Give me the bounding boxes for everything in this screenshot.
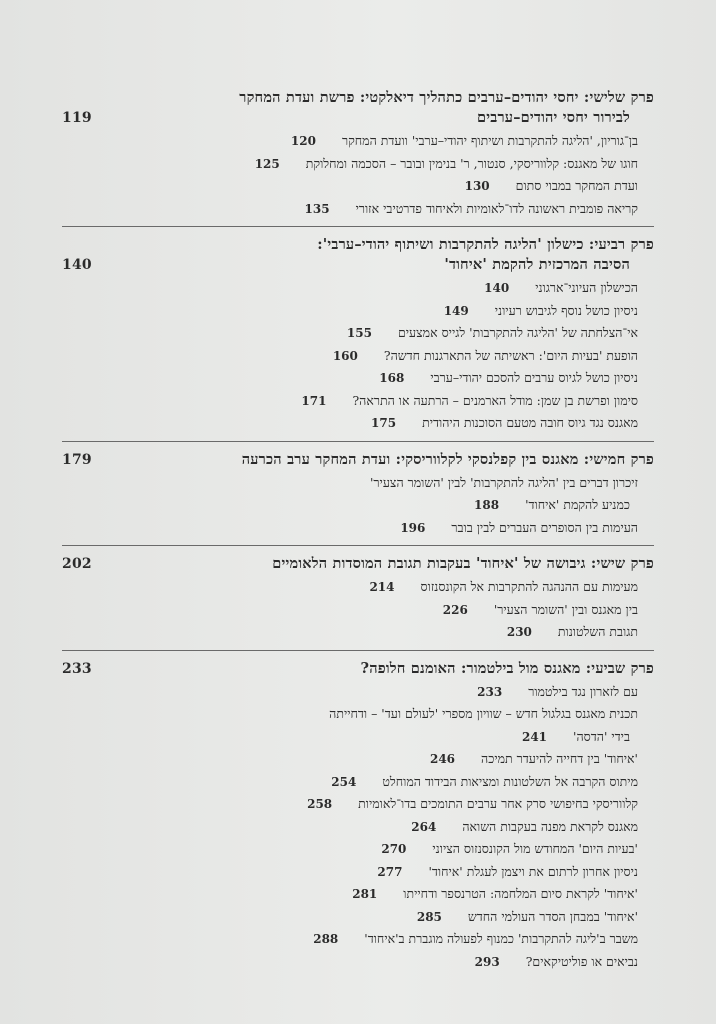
section-page-number: 188 — [474, 498, 500, 512]
chapter-title-line: פרק חמישי: מאגנס בין קפלנסקי לקלווריסקי: ועדת המחקר ערב הכרעה — [241, 450, 654, 468]
section-entry — [62, 928, 638, 951]
section-title: מאגנס נגד גיוס חובה מטעם הסוכנות היהודית — [422, 415, 638, 430]
section-page-number: 140 — [484, 281, 510, 295]
chapter-title — [62, 88, 654, 128]
chapter-1 — [62, 88, 654, 220]
section-entry — [62, 322, 638, 345]
section-title: תגובת השלטונות — [557, 624, 638, 639]
section-title: כמניע להקמת 'איחוד' — [525, 497, 630, 512]
section-page-number: 258 — [307, 797, 333, 811]
section-title: מעימות עם ההנהגה להתקרבות אל הקונסנזוס — [420, 579, 638, 594]
section-entry — [62, 153, 638, 176]
section-page-number: 226 — [442, 602, 468, 617]
section-list — [62, 472, 654, 540]
section-entry — [62, 861, 638, 884]
section-entry — [62, 390, 638, 413]
section-title: קריאה פומבית ראשונה לדו־לאומיות ולאיחוד פדרטיבי אזורי — [355, 200, 638, 216]
section-page-number: 281 — [352, 887, 378, 901]
section-title: בידי 'הדסה' — [573, 728, 630, 744]
table-of-contents — [62, 88, 654, 979]
section-list — [62, 576, 654, 644]
section-title: סימון ופרשת בן שמן: מודל הארמנים – הרתעה או התראה? — [352, 392, 638, 408]
section-page-number: 160 — [332, 348, 358, 363]
chapter-page-number: 179 — [62, 451, 92, 468]
section-title: ניסיון כושל נוסף לגיבוש רעיוני — [494, 302, 638, 318]
section-title: הכישלון העיוני־ארגוני — [535, 280, 638, 295]
section-title: הופעת 'בעיות היום': ראשיתה של התארגנות חדשה? — [383, 347, 638, 363]
section-page-number: 196 — [400, 520, 426, 535]
section-title: 'איחוד' לקראת סיום המלחמה: הטרנספר ודחייתו — [403, 886, 638, 901]
section-title: 'איחוד' בין דחייה להיעדר תמיכה — [481, 751, 638, 766]
chapter-5 — [62, 650, 654, 974]
section-title: עם לזארון נגד בילטמור — [528, 683, 638, 699]
section-page-number: 230 — [506, 625, 532, 639]
chapter-title-line: הסיבה המרכזית להקמת 'איחוד' — [444, 256, 630, 273]
section-entry — [62, 345, 638, 368]
section-entry — [62, 494, 638, 517]
chapter-3 — [62, 441, 654, 540]
section-list — [62, 277, 654, 435]
section-title: ניסיון אחרון לרתום את ויצמן לעגלת 'איחוד' — [428, 863, 638, 879]
chapter-title-line: לבירור יחסי יהודים–ערבים — [477, 109, 630, 126]
section-page-number: 246 — [429, 752, 456, 766]
section-entry — [62, 951, 638, 974]
chapter-title-line: פרק רביעי: כישלון 'הליגה להתקרבות ושיתוף יהודי–ערבי': — [317, 236, 654, 253]
section-list — [62, 681, 654, 974]
section-title: תכנית מאגנס בגלגול חדש – שוויון מספרי 'לעולם ועד' – ודחייתה — [329, 706, 638, 721]
section-title: ניסיון כושל לגיוס ערבים להסכם יהודי–ערבי — [430, 370, 638, 385]
section-entry — [62, 300, 638, 323]
chapter-title — [62, 659, 654, 679]
chapter-page-number: 140 — [62, 257, 92, 273]
section-title: משבר ב'ליגה להתקרבות' כמנוף לפעולה מוגברת ב'איחוד' — [364, 931, 638, 946]
section-page-number: 155 — [346, 326, 372, 340]
chapter-title — [62, 554, 654, 574]
section-entry — [62, 367, 638, 390]
section-entry — [62, 703, 638, 726]
chapter-page-number: 202 — [62, 556, 92, 572]
chapter-page-number: 119 — [62, 110, 92, 126]
section-title: בן־גוריון, 'הליגה להתקרבות ושיתוף יהודי–ערבי' וועדת המחקר — [341, 133, 638, 148]
chapter-title — [62, 450, 654, 470]
section-page-number: 120 — [290, 134, 316, 148]
chapter-4 — [62, 545, 654, 644]
section-entry — [62, 621, 638, 644]
section-entry — [62, 906, 638, 929]
section-entry — [62, 681, 638, 704]
chapter-title-line: פרק שביעי: מאגנס מול בילטמור: האומנם חלופה? — [360, 659, 654, 677]
section-entry — [62, 771, 638, 794]
section-entry — [62, 816, 638, 839]
chapter-title — [62, 235, 654, 275]
section-title: בין מאגנס ובין 'השומר הצעיר' — [493, 601, 638, 617]
chapter-page-number: 233 — [62, 660, 92, 677]
section-title: חוגו של מאגנס: קלווריסקי, סנטור, ר' בנימין ובובר – הסכמה ומחלוקת — [305, 155, 638, 171]
section-entry — [62, 277, 638, 300]
section-page-number: 175 — [371, 416, 397, 430]
section-entry — [62, 883, 638, 906]
section-page-number: 214 — [369, 580, 395, 594]
section-page-number: 149 — [443, 303, 469, 318]
section-entry — [62, 412, 638, 435]
section-entry — [62, 793, 638, 816]
section-entry — [62, 198, 638, 221]
section-title: 'איחוד' במבחן הסדר העולמי החדש — [467, 908, 638, 924]
section-page-number: 125 — [254, 156, 280, 171]
section-title: מאגנס לקראת מפנה בעקבות השואה — [462, 818, 638, 834]
section-entry — [62, 576, 638, 599]
section-entry — [62, 175, 638, 198]
section-page-number: 233 — [477, 684, 503, 699]
section-title: נביאים או פוליטיקאים? — [525, 953, 638, 969]
section-title: זיכרון דברים בין 'הליגה להתקרבות' לבין 'השומר הצעיר' — [369, 474, 638, 490]
section-title: מיתוס הקרבה אל השלטונות ומציאות הבידוד המוחלט — [382, 773, 638, 789]
section-title: העימות בין הסופרים העברים לבין בובר — [451, 519, 638, 535]
section-list — [62, 130, 654, 220]
section-page-number: 277 — [377, 864, 403, 879]
section-entry — [62, 472, 638, 495]
section-page-number: 171 — [301, 393, 327, 408]
section-title: אי־הצלחתה של 'הליגה להתקרבות' לגייס אמצעים — [397, 325, 638, 340]
section-title: 'בעיות היום' המחודש מול הקונסנזוס הציוני — [432, 841, 638, 856]
section-entry — [62, 517, 638, 540]
section-page-number: 288 — [313, 932, 339, 946]
section-entry — [62, 748, 638, 771]
section-page-number: 168 — [379, 371, 405, 385]
section-page-number: 130 — [464, 179, 490, 193]
section-title: ועדת המחקר במבוי סתום — [515, 178, 638, 193]
section-page-number: 270 — [381, 842, 407, 856]
chapter-title-line: פרק שישי: גיבושה של 'איחוד' בעקבות תגובת המוסדות הלאומיים — [272, 555, 654, 572]
section-page-number: 135 — [304, 201, 330, 216]
section-page-number: 293 — [474, 954, 500, 969]
section-entry — [62, 726, 638, 749]
section-page-number: 241 — [521, 729, 548, 744]
section-title: קלווריסקי בחיפושי סרק אחר ערבים התומכים בדו־לאומיות — [358, 796, 638, 811]
section-entry — [62, 599, 638, 622]
section-page-number: 285 — [416, 909, 442, 924]
section-page-number: 264 — [411, 819, 437, 834]
section-page-number: 254 — [331, 774, 357, 789]
chapter-2 — [62, 226, 654, 435]
chapter-title-line: פרק שלישי: יחסי יהודים–ערבים כתהליך דיאלקטי: פרשת ועדת המחקר — [239, 89, 654, 106]
section-entry — [62, 838, 638, 861]
section-entry — [62, 130, 638, 153]
